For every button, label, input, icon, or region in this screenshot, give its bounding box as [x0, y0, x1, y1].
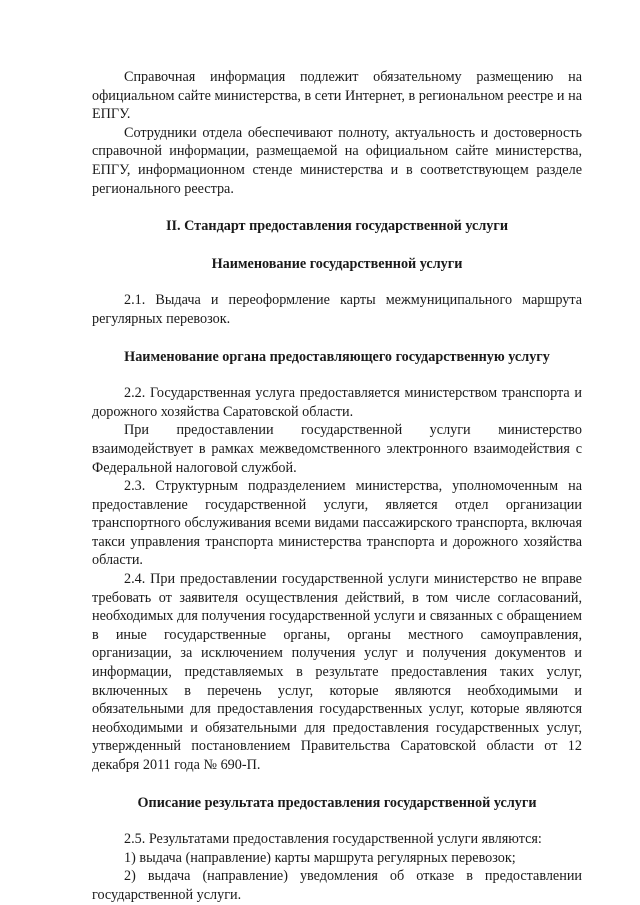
- intro-paragraph: Справочная информация подлежит обязательному размещению на официальном сайте министерства, в сети Интернет, в региональном реестре и на ЕПГУ.: [92, 69, 582, 123]
- body-paragraph: 2.1. Выдача и переоформление карты межмуниципального маршрута регулярных перевозок.: [92, 292, 582, 327]
- body-paragraph: 2.2. Государственная услуга предоставляется министерством транспорта и дорожного хозяйства Саратовской области.: [92, 385, 582, 420]
- body-paragraph: 2) выдача (направление) уведомления об отказе в предоставлении государственной услуги.: [92, 868, 582, 903]
- body-paragraph: 2.4. При предоставлении государственной услуги министерство не вправе требовать от заявителя осуществления действий, в том числе согласований, необходимых для получения государственной услуги и связанных с обращением в иные государственные органы, органы местного самоуправления, организации, за исключением получения услуг и получения документов и информации, представляемых в результате предоставления таких услуг, включенных в перечень услуг, которые являются необходимыми и обязательными для предоставления государственных услуг, которые являются необходимыми и обязательными для предоставления государственных услуг, утвержденный постановлением Правительства Саратовской области от 12 декабря 2011 года № 690-П.: [92, 571, 582, 773]
- subsection-title: Наименование органа предоставляющего государственную услугу: [124, 348, 550, 365]
- subsection-title: Описание результата предоставления государственной услуги: [137, 794, 537, 811]
- body-paragraph: 2.3. Структурным подразделением министерства, уполномоченным на предоставление государственной услуги, является отдел организации транспортного обслуживания всеми видами пассажирского транспорта, включая такси управления транспорта министерства транспорта и дорожного хозяйства области.: [92, 478, 582, 569]
- spacer: [92, 812, 582, 830]
- document-page: [92, 68, 582, 905]
- spacer: [92, 236, 582, 255]
- subsection-title: Наименование государственной услуги: [211, 255, 463, 272]
- section-title: II. Стандарт предоставления государственной услуги: [165, 218, 509, 235]
- body-paragraph: 2.5. Результатами предоставления государственной услуги являются:: [124, 831, 542, 848]
- body-paragraph: 1) выдача (направление) карты маршрута регулярных перевозок;: [124, 849, 516, 866]
- spacer: [92, 366, 582, 384]
- spacer: [92, 198, 582, 217]
- body-paragraph: При предоставлении государственной услуги министерство взаимодействует в рамках межведомственного электронного взаимодействия с Федеральной налоговой службой.: [92, 422, 582, 476]
- spacer: [92, 775, 582, 794]
- spacer: [92, 329, 582, 348]
- spacer: [92, 273, 582, 291]
- intro-paragraph: Сотрудники отдела обеспечивают полноту, актуальность и достоверность справочной информации, размещаемой на официальном сайте министерства, ЕПГУ, информационном стенде министерства и в соответствующем разделе регионального реестра.: [92, 124, 582, 197]
